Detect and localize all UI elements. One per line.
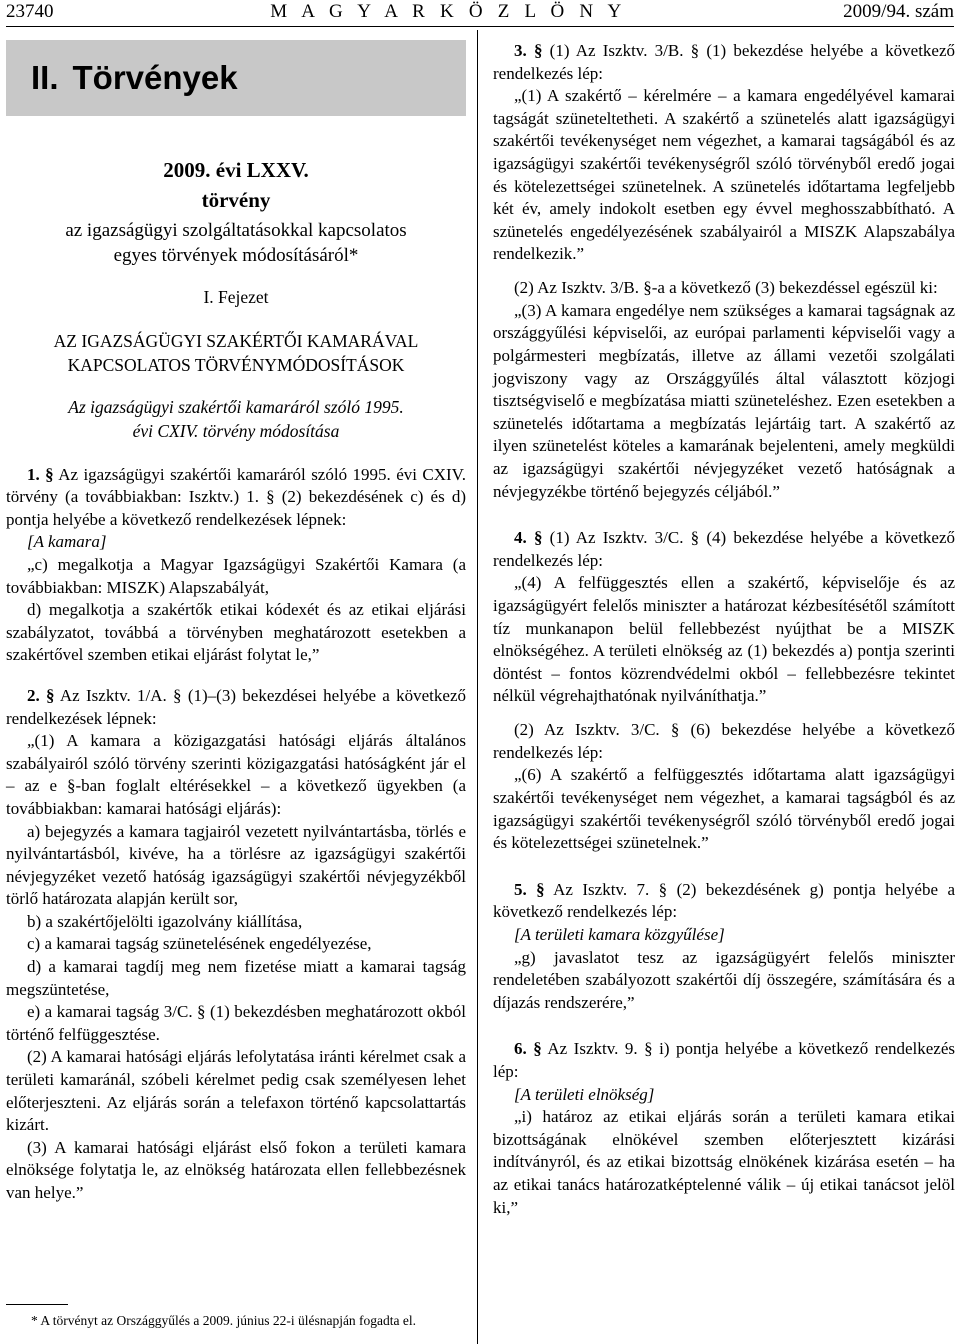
section-1-point-c: „c) megalkotja a Magyar Igazságügyi Szakértői Kamara (a továbbiakban: MISZK) Alapszabályát, xyxy=(6,554,466,597)
section-5-number: 5. § xyxy=(514,879,545,899)
page-header xyxy=(6,0,954,27)
section-5-bracket: [A területi kamara közgyűlése] xyxy=(514,924,725,944)
section-1-number: 1. § xyxy=(27,464,54,484)
law-label: törvény xyxy=(201,188,271,212)
law-number: 2009. évi LXXV. xyxy=(163,158,309,182)
section-2-number: 2. § xyxy=(27,685,55,705)
chapter-banner xyxy=(6,40,466,116)
section-6-bracket: [A területi elnökség] xyxy=(514,1084,655,1104)
section-1-bracket: [A kamara] xyxy=(27,532,107,552)
journal-title: M A G Y A R K Ö Z L Ö N Y xyxy=(270,1,627,22)
section-3-number: 3. § xyxy=(514,41,543,60)
left-column xyxy=(6,40,466,1205)
chapter-number: II. xyxy=(31,58,59,96)
section-2-point-c: c) a kamarai tagság szünetelésének engedélyezése, xyxy=(27,934,372,954)
page-number: 23740 xyxy=(6,1,54,22)
section-2-para-1: „(1) A kamara a közigazgatási hatósági eljárás általános szabályairól szóló törvény szerinti közigazgatási hatóságként jár el – az e §-ban foglalt eltérésekkel – a következő ügyekben (a továbbiakban: kamarai hatósági eljárás): xyxy=(6,731,466,818)
section-6-intro: 6. § Az Iszktv. 9. § i) pontja helyébe a következő rendelkezés lép: xyxy=(493,1039,956,1081)
footnote-rule xyxy=(6,1304,68,1305)
section-6-point-i: „i) határoz az etikai eljárás során a területi kamara etikai bizottságának elnökével szemben előterjesztett kizárási indítványról, és az etikai bizottság elnökének kizárása esetén – ha az etikai tanács határozatképtelenné válik – új etikai tanácsot jelöl ki,” xyxy=(493,1107,955,1217)
section-4-para-2: (2) Az Iszktv. 3/C. § (6) bekezdése helyébe a következő rendelkezés lép: xyxy=(493,720,955,762)
right-column xyxy=(493,40,955,1219)
law-title: az igazságügyi szolgáltatásokkal kapcsolatos egyes törvények módosításáról* xyxy=(65,220,407,266)
section-6-number: 6. § xyxy=(514,1039,542,1059)
section-5-intro: 5. § Az Iszktv. 7. § (2) bekezdésének g) pontja helyébe a következő rendelkezés lép: xyxy=(493,879,955,922)
section-4-intro: 4. § (1) Az Iszktv. 3/C. § (4) bekezdése helyébe a következő rendelkezés lép: xyxy=(493,528,956,570)
section-2-para-3: (3) A kamarai hatósági eljárást első fokon a területi kamara elnöksége folytatja le, az elnökség határozata ellen fellebbezésnek van helye.” xyxy=(6,1137,466,1202)
section-3-intro: 3. § (1) Az Iszktv. 3/B. § (1) bekezdése helyébe a következő rendelkezés lép: xyxy=(493,41,956,83)
section-4-quote-2: „(6) A szakértő a felfüggesztés időtartama alatt igazságügyi szakértői tevékenységet nem végezhet, a kamarai tagságból és az igazságügyi szakértői tevékenységről szóló törvényből eredő jogai és kötelezettségei szünetelnek.” xyxy=(493,765,955,853)
section-1-point-d: d) megalkotja a szakértők etikai kódexét és az etikai eljárási szabályzatot, továbbá a törvényben meghatározott esetekben a szakértővel szemben etikai eljárást folytat le,” xyxy=(6,600,466,665)
section-2-point-b: b) a szakértőjelölti igazolvány kiállítása, xyxy=(27,911,303,931)
column-divider xyxy=(477,30,478,1344)
section-5-point-g: „g) javaslatot tesz az igazságügyért felelős miniszter rendeletében szabályozott szakértői díj összegére, számítására és a díjazás rendszerére,” xyxy=(493,947,955,1012)
section-4-quote-1: „(4) A felfüggesztés ellen a szakértő, képviselője és az igazságügyért felelős miniszter a határozat kézbesítésétől számított tíz munkanapon belül fellebbezést nyújthat be a MISZK elnökségéhez. A területi elnökség az (1) bekezdés a) pontja szerinti döntést – fontos közrendvédelmi okból – fellebbezésre tekintet nélkül végrehajthatónak nyilváníthatja.” xyxy=(493,573,955,706)
chapter-title: Törvények xyxy=(72,58,238,96)
section-1-intro: 1. § Az igazságügyi szakértői kamaráról szóló 1995. évi CXIV. törvény (a továbbiakban: Iszktv.) 1. § (2) bekezdésének c) és d) pontja helyébe a következő rendelkezések lépnek: xyxy=(6,464,467,529)
section-2-intro: 2. § Az Iszktv. 1/A. § (1)–(3) bekezdései helyébe a következő rendelkezések lépnek: xyxy=(6,685,466,728)
section-2-point-a: a) bejegyzés a kamara tagjairól vezetett nyilvántartásba, törlés e nyilvántartásból, kivéve, ha a törlésre az igazságügyi szakértői névjegyzéket vezető hatóság igazságügyi szakértői névjegyzékből törlő határozata alapján került sor, xyxy=(6,821,466,909)
section-3-quote-1: „(1) A szakértő – kérelmére – a kamara engedélyével kamarai tagságát szüneteltetheti. A szakértő a szünetelés alatt igazságügyi szakértői tevékenységet nem végezhet, a kamarai tagságából és az igazságügyi szakértői tevékenységről szóló törvényből eredő jogai és kötelezettségei szünetelnek. A szünetelés időtartama legfeljebb két év, amely indokolt esetben egy évvel meghosszabbítható. A szünetelés engedélyezésének szabályairól a MISZK Alapszabálya rendelkezik.” xyxy=(493,86,955,264)
section-2-para-2: (2) A kamarai hatósági eljárás lefolytatása iránti kérelmet csak a területi kamaránál, szóbeli kérelmet pedig csak személyesen lehet előterjeszteni. Az eljárás során a telefaxon történő kapcsolattartás kizárt. xyxy=(6,1047,466,1135)
issue-number: 2009/94. szám xyxy=(843,1,954,22)
section-subtitle: Az igazságügyi szakértői kamaráról szóló 1995. évi CXIV. törvény módosítása xyxy=(68,396,404,441)
part-label: I. Fejezet xyxy=(203,287,269,307)
section-2-point-d: d) a kamarai tagdíj meg nem fizetése miatt a kamarai tagság megszüntetése, xyxy=(6,957,466,999)
section-3-para-2: (2) Az Iszktv. 3/B. §-a a következő (3) bekezdéssel egészül ki: xyxy=(514,278,938,298)
section-4-number: 4. § xyxy=(514,528,543,548)
section-3-quote-2: „(3) A kamara engedélye nem szükséges a kamarai tagságnak az országgyűlési képviselői, az európai parlamenti képviselői vagy a polgármesteri megbízatás, illetve az állami vezetői szolgálati jogviszony vagy az Országgyűlés által választott közjogi tisztségviselő e megbízatása miatti szüneteléshez. Ezen esetekben a szünetelés időtartama a megbízatás lejártáig tart. A szakértő az ilyen szünetelést köteles a kamarának bejelenteni, amely megküldi az igazságügyi szakértői névjegyzéket vezető hatóságnak a névjegyzékbe történő bejegyzés céljából.” xyxy=(493,300,955,501)
footnote: * A törvényt az Országgyűlés a 2009. június 22-i ülésnapján fogadta el. xyxy=(31,1313,417,1328)
part-title: AZ IGAZSÁGÜGYI SZAKÉRTŐI KAMARÁVAL KAPCSOLATOS TÖRVÉNYMÓDOSÍTÁSOK xyxy=(53,330,419,375)
footnote-area xyxy=(6,1304,466,1330)
section-2-point-e: e) a kamarai tagság 3/C. § (1) bekezdésben meghatározott okból történő felfüggesztése. xyxy=(6,1002,466,1044)
